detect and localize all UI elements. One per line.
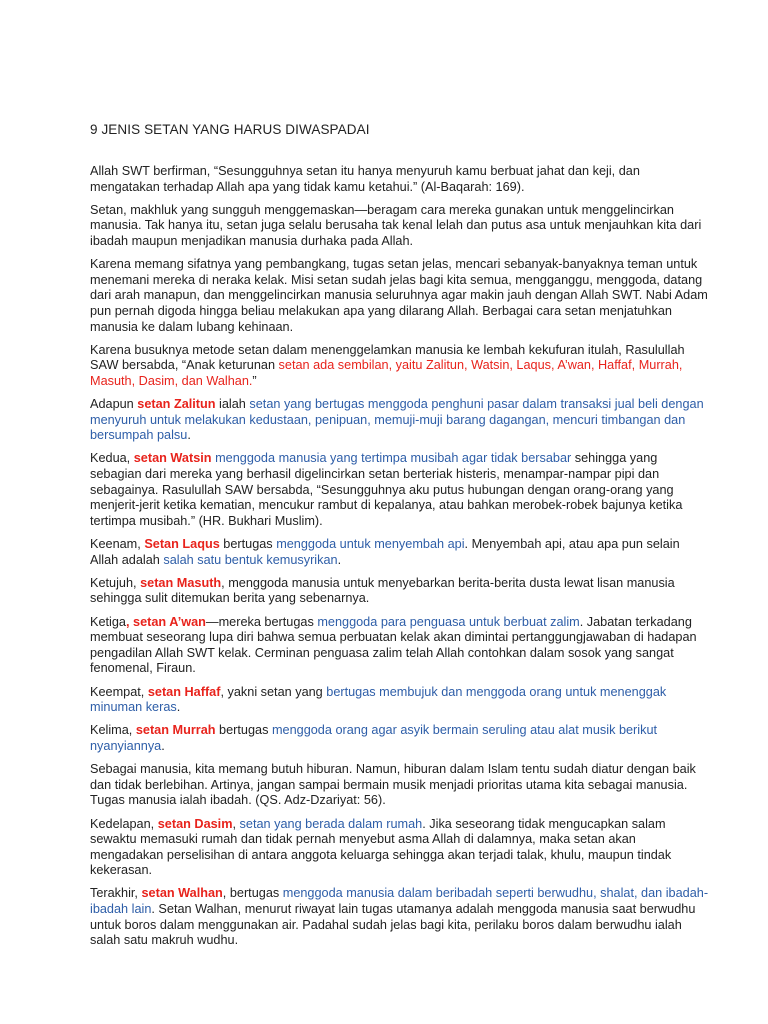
paragraph [90, 343, 710, 390]
highlight-text: menggoda para penguasa untuk berbuat zalim [317, 614, 580, 629]
emphasis-text: setan ada sembilan, yaitu Zalitun, Watsin, Laqus, A’wan, Haffaf, Murrah, Masuth, Dasim, dan Walhan. [90, 358, 683, 388]
text-run: . Jabatan terkadang membuat seseorang lupa diri bahwa semua perbuatan kelak akan dimintai pertanggungjawaban di hadapan pengadilan Allah SWT kelak. Cerminan penguasa zalim telah Allah contohkan dalam sosok yang sangat fenomenal, Firaun. [90, 614, 697, 676]
paragraph [90, 257, 710, 335]
text-run: , menggoda manusia untuk menyebarkan berita-berita dusta lewat lisan manusia sehingga sulit ditemukan berita yang sebenarnya. [90, 575, 675, 606]
text-run: Allah SWT berfirman, “Sesungguhnya setan itu hanya menyuruh kamu berbuat jahat dan keji, dan mengatakan terhadap Allah apa yang tidak kamu ketahui.” (Al-Baqarah: 169). [90, 164, 640, 194]
emphasis-text: Setan Laqus [144, 537, 220, 552]
paragraph [90, 762, 710, 809]
text-run: Keempat, [90, 684, 148, 699]
paragraph [90, 203, 710, 250]
text-run: bertugas [215, 723, 272, 738]
highlight-text: bertugas membujuk dan menggoda orang untuk menenggak minuman keras [90, 684, 667, 715]
paragraph [90, 537, 710, 568]
highlight-text: menggoda orang agar asyik bermain seruling atau alat musik berikut nyanyiannya [90, 723, 658, 753]
highlight-text: setan yang bertugas menggoda penghuni pasar dalam transaksi jual beli dengan menyuruh untuk melakukan kedustaan, penipuan, memuji-muji barang dagangan, mencuri timbangan dan bersumpah palsu [90, 397, 704, 443]
emphasis-text: setan Haffaf [147, 684, 221, 699]
text-run: Setan, makhluk yang sungguh menggemaskan—beragam cara mereka gunakan untuk menggelincirkan manusia. Tak hanya itu, setan juga selalu berusaha tak kenal lelah dan putus asa untuk menjauhkan kita dari ibadah maupun menjadikan manusia durhaka pada Allah. [90, 202, 702, 248]
highlight-text: salah satu bentuk kemusyrikan [163, 552, 338, 567]
emphasis-text: setan Masuth [140, 575, 222, 590]
text-run: Ketujuh, [90, 575, 141, 590]
text-run: . [161, 738, 165, 753]
text-run: Ketiga [90, 614, 126, 629]
emphasis-text: setan Walhan [141, 886, 223, 901]
emphasis-text: , setan A’wan [125, 614, 206, 629]
highlight-text: menggoda manusia yang tertimpa musibah agar tidak bersabar [215, 451, 572, 466]
text-run: —mereka bertugas [205, 614, 318, 629]
text-run: . Jika seseorang tidak mengucapkan salam sewaktu memasuki rumah dan tidak pernah menyebut asma Allah di dalamnya, maka setan akan mengadakan perselisihan di antara anggota keluarga sehingga akan terjadi talak, khulu, maupun tindak kekerasan. [90, 816, 672, 878]
paragraph [90, 451, 710, 529]
paragraph [90, 886, 710, 948]
paragraph [90, 817, 710, 879]
document-title: 9 JENIS SETAN YANG HARUS DIWASPADAI [90, 122, 370, 137]
text-run: . [176, 700, 181, 715]
paragraph [90, 576, 710, 607]
highlight-text: menggoda untuk menyembah api [276, 537, 465, 552]
highlight-text: menggoda manusia dalam beribadah seperti berwudhu, shalat, dan ibadah-ibadah lain [90, 886, 709, 917]
text-run: . [337, 552, 342, 567]
text-run: sehingga yang sebagian dari mereka yang berhasil digelincirkan setan berteriak histeris, menampar-nampar pipi dan sebagainya. Rasulullah SAW bersabda, “Sesungguhnya aku putus hubungan dengan orang-orang yang menjerit-jerit ketika kematian, mencukur rambut di kepalanya, atau bahkan merobek-robek bajunya ketika tertimpa musibah.” (HR. Bukhari Muslim). [90, 451, 683, 528]
text-run: Karena memang sifatnya yang pembangkang, tugas setan jelas, mencari sebanyak-banyaknya teman untuk menemani mereka di neraka kelak. Misi setan sudah jelas bagi kita semua, mengganggu, menggoda, datang dari arah manapun, dan menggelincirkan manusia seluruhnya agar makin jauh dengan Allah SWT. Nabi Adam pun pernah digoda hingga beliau melakukan apa yang dilarang Allah. Berbagai cara setan menjatuhkan manusia ke dalam lubang kehinaan. [90, 257, 708, 334]
text-run: Kedua, [90, 451, 134, 466]
document-body [90, 164, 710, 956]
text-run: , bertugas [222, 886, 283, 901]
emphasis-text: setan Murrah [135, 723, 216, 738]
emphasis-text: setan Watsin [133, 451, 212, 466]
text-run: . [187, 428, 191, 443]
text-run: . Menyembah api, atau apa pun selain Allah adalah [90, 537, 680, 567]
text-run: , yakni setan yang [220, 684, 327, 699]
text-run: Adapun [90, 397, 138, 412]
text-run: . Setan Walhan, menurut riwayat lain tugas utamanya adalah menggoda manusia saat berwudhu untuk boros dalam menggunakan air. Padahal sudah jelas bagi kita, perilaku boros dalam berwudhu ialah salah satu makruh wudhu. [90, 902, 696, 948]
text-run: Kelima, [90, 723, 136, 738]
paragraph [90, 685, 710, 716]
paragraph [90, 397, 710, 444]
text-run: Terakhir, [90, 886, 142, 901]
text-run: Sebagai manusia, kita memang butuh hiburan. Namun, hiburan dalam Islam tentu sudah diatur dengan baik dan tidak berlebihan. Artinya, jangan sampai bermain musik menjadi prioritas utama kita sebagai manusia. Tugas manusia ialah ibadah. (QS. Adz-Dzariyat: 56). [90, 762, 696, 808]
paragraph [90, 615, 710, 677]
text-run: Karena busuknya metode setan dalam menenggelamkan manusia ke lembah kekufuran itulah, Rasulullah SAW bersabda, “Anak keturunan [90, 342, 685, 373]
text-run: ialah [215, 397, 250, 412]
paragraph [90, 723, 710, 754]
text-run: bertugas [219, 537, 277, 552]
text-run: , [232, 816, 240, 831]
highlight-text: setan yang berada dalam rumah [239, 816, 423, 831]
paragraph [90, 164, 710, 195]
emphasis-text: setan Dasim [157, 816, 233, 831]
text-run: Keenam, [90, 537, 145, 552]
text-run: ” [252, 373, 257, 388]
emphasis-text: setan Zalitun [137, 397, 216, 412]
text-run: Kedelapan, [90, 816, 158, 831]
